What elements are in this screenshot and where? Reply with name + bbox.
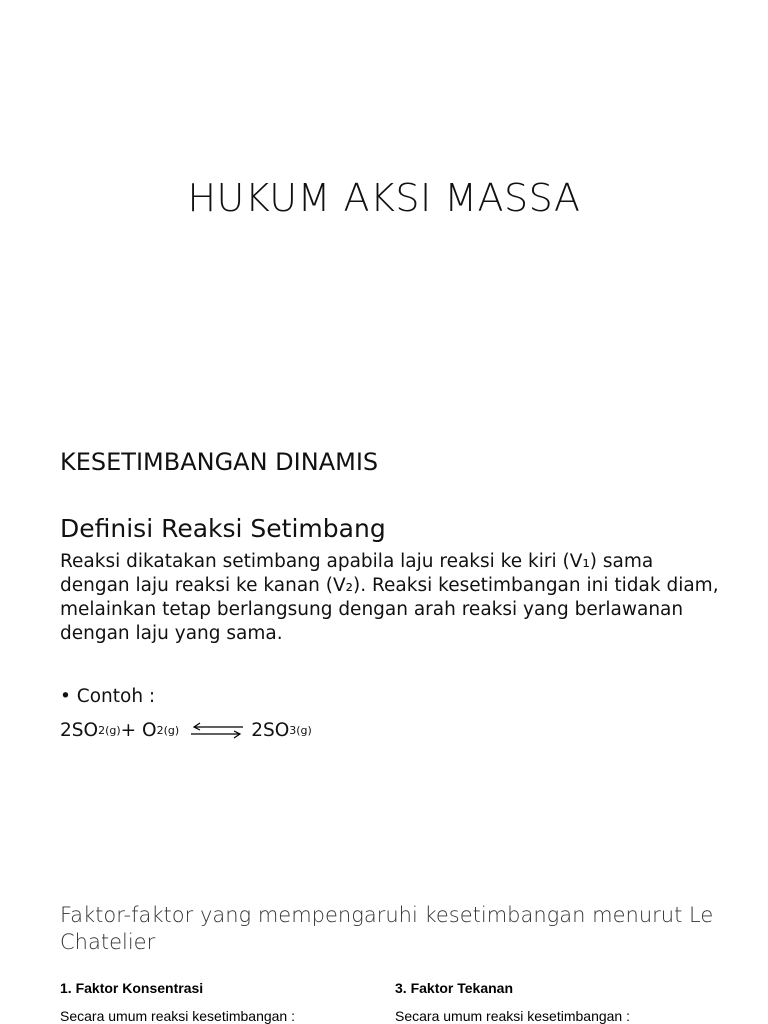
factor-tekanan bbox=[395, 980, 630, 1024]
reactant-so2-state: 2(g) bbox=[98, 724, 121, 737]
example-label: Contoh : bbox=[76, 686, 156, 707]
definition-paragraph: Reaksi dikatakan setimbang apabila laju reaksi ke kiri (V₁) sama dengan laju reaksi ke kanan (V₂). Reaksi kesetimbangan ini tidak diam, melainkan tetap berlangsung dengan arah reaksi yang berlawanan dengan laju yang sama. bbox=[60, 551, 719, 644]
factor-konsentrasi-title: 1. Faktor Konsentrasi bbox=[60, 980, 204, 996]
factor-tekanan-desc: Secara umum reaksi kesetimbangan : bbox=[395, 1008, 630, 1024]
reactant-o2-state: 2(g) bbox=[156, 724, 180, 737]
factors-title: Faktor-faktor yang mempengaruhi kesetimbangan menurut Le Chatelier bbox=[60, 903, 714, 954]
section-heading: KESETIMBANGAN DINAMIS bbox=[60, 448, 379, 476]
reactant-so2: 2SO bbox=[60, 720, 99, 741]
factor-konsentrasi bbox=[60, 980, 295, 1024]
product-so3-state: 3(g) bbox=[289, 724, 312, 737]
chemical-equation bbox=[60, 720, 312, 741]
factor-konsentrasi-desc: Secara umum reaksi kesetimbangan : bbox=[60, 1008, 295, 1024]
slide-kesetimbangan bbox=[0, 420, 768, 860]
definition-subheading: Definisi Reaksi Setimbang bbox=[60, 514, 386, 543]
reactant-o2: + O bbox=[120, 720, 157, 741]
factor-tekanan-title: 3. Faktor Tekanan bbox=[395, 980, 514, 996]
product-so3: 2SO bbox=[251, 720, 290, 741]
page-title: HUKUM AKSI MASSA bbox=[187, 176, 581, 220]
slide-title bbox=[0, 0, 768, 420]
example-bullet: • Contoh : bbox=[60, 686, 156, 707]
equilibrium-arrow-icon bbox=[189, 722, 245, 740]
slide-faktor bbox=[0, 860, 768, 1024]
